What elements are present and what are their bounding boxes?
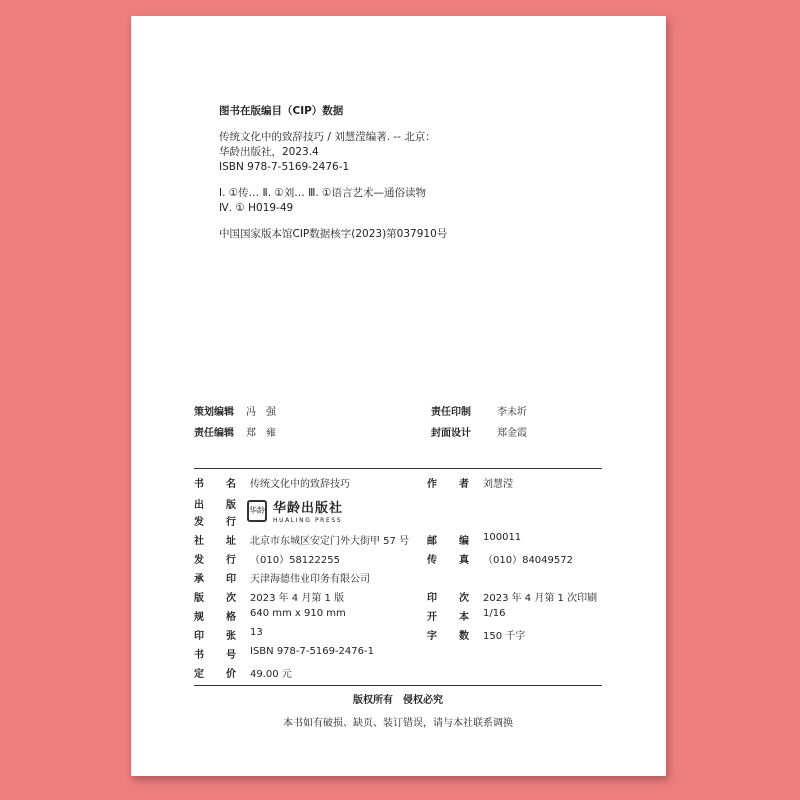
- author-label: 作 者: [427, 479, 469, 490]
- spec-row: [194, 627, 602, 646]
- planner-value: 冯 强: [246, 407, 276, 418]
- sheets-label: 印 张: [194, 631, 236, 642]
- cip-data-block: [219, 104, 447, 242]
- copyright-notice: 版权所有 侵权必究: [353, 695, 443, 706]
- publisher-name-cn: 华龄出版社: [273, 501, 344, 516]
- publisher-seal-icon: 华龄: [247, 500, 267, 522]
- printer-label: 承 印: [194, 574, 236, 585]
- spec-row: [194, 532, 602, 551]
- publisher-labels: 出 版 发 行: [194, 500, 236, 528]
- cover-designer-value: 郑金霞: [497, 428, 527, 439]
- format-label: 开 本: [427, 612, 469, 623]
- fax-label: 传 真: [427, 555, 469, 566]
- copyright-footer: [194, 691, 602, 729]
- publisher-row: [194, 494, 602, 532]
- cip-line-publisher: 华龄出版社，2023.4: [219, 146, 319, 158]
- price-label: 定 价: [194, 669, 236, 680]
- edition-value: 2023 年 4 月第 1 版: [250, 593, 345, 604]
- spec-row: [194, 608, 602, 627]
- impression-label: 印 次: [427, 593, 469, 604]
- fax-value: （010）84049572: [483, 555, 573, 566]
- cover-designer-label: 封面设计: [431, 428, 471, 439]
- address-label: 社 址: [194, 536, 236, 547]
- print-supervisor-label: 责任印制: [431, 407, 471, 418]
- cip-line-class-number: Ⅳ. ① H019-49: [219, 202, 294, 214]
- spec-row: [194, 570, 602, 589]
- distribution-label: 发 行: [194, 555, 236, 566]
- size-label: 规 格: [194, 612, 236, 623]
- sheets-value: 13: [250, 627, 263, 638]
- defect-exchange-notice: 本书如有破损、缺页、装订错误，请与本社联系调换: [283, 718, 513, 729]
- author-value: 刘慧滢: [483, 479, 513, 490]
- distribution-phone: （010）58122255: [250, 555, 340, 566]
- credits-row: [194, 403, 602, 424]
- word-count-value: 150 千字: [483, 631, 526, 642]
- copyright-page: [131, 16, 666, 776]
- price-value: 49.00 元: [250, 669, 292, 680]
- word-count-label: 字 数: [427, 631, 469, 642]
- isbn-value: ISBN 978-7-5169-2476-1: [250, 646, 374, 657]
- spec-row: [194, 589, 602, 608]
- cip-title: 图书在版编目（CIP）数据: [219, 105, 344, 117]
- spec-row: [194, 551, 602, 570]
- book-title-value: 传统文化中的致辞技巧: [250, 479, 350, 490]
- publication-specs: [194, 475, 602, 684]
- planner-label: 策划编辑: [194, 407, 234, 418]
- impression-value: 2023 年 4 月第 1 次印刷: [483, 593, 598, 604]
- publisher-name-en: HUALING PRESS: [273, 517, 343, 524]
- spec-row: [194, 646, 602, 665]
- credits-block: [194, 403, 602, 445]
- spec-row: [194, 665, 602, 684]
- editor-value: 郑 雍: [246, 428, 276, 439]
- cip-line-isbn: ISBN 978-7-5169-2476-1: [219, 161, 350, 173]
- credits-row: [194, 424, 602, 445]
- size-value: 640 mm x 910 mm: [250, 608, 346, 619]
- cip-line-record-number: 中国国家版本馆CIP数据核字(2023)第037910号: [219, 228, 448, 240]
- divider-top: [194, 468, 602, 469]
- printer-value: 天津海德伟业印务有限公司: [250, 574, 370, 585]
- print-supervisor-value: 李未圻: [497, 407, 527, 418]
- format-value: 1/16: [483, 608, 506, 619]
- book-title-label: 书 名: [194, 479, 236, 490]
- isbn-label: 书 号: [194, 650, 236, 661]
- cip-line-title-author: 传统文化中的致辞技巧 / 刘慧滢编著. -- 北京：: [219, 131, 436, 143]
- postcode-label: 邮 编: [427, 536, 469, 547]
- address-value: 北京市东城区安定门外大街甲 57 号: [250, 536, 410, 547]
- publisher-logo: [247, 497, 343, 524]
- editor-label: 责任编辑: [194, 428, 234, 439]
- divider-bottom: [194, 685, 602, 686]
- cip-line-classification: Ⅰ. ①传… Ⅱ. ①刘… Ⅲ. ①语言艺术—通俗读物: [219, 187, 426, 199]
- postcode-value: 100011: [483, 532, 522, 543]
- edition-label: 版 次: [194, 593, 236, 604]
- spec-row: [194, 475, 602, 494]
